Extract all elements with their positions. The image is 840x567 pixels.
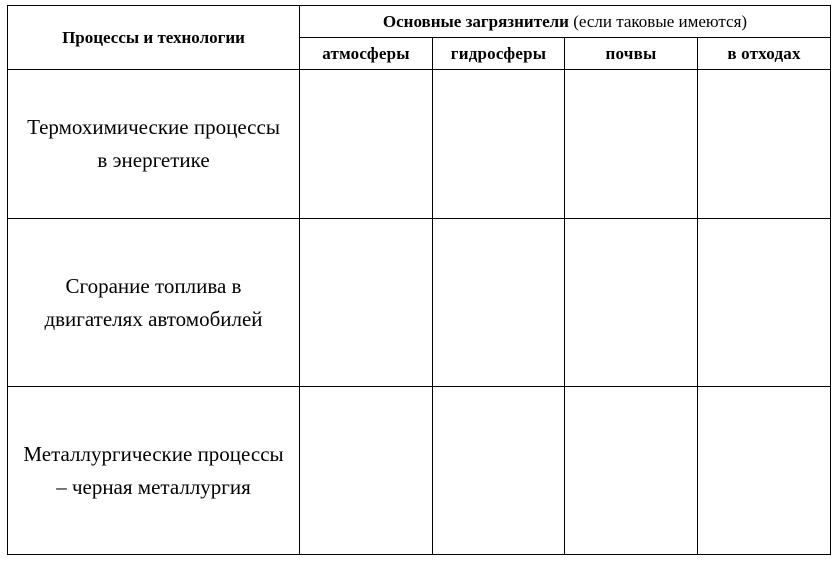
header-processes: Процессы и технологии: [8, 6, 300, 70]
subheader-soil: почвы: [565, 38, 698, 70]
row-label-line: Сгорание топлива в: [65, 273, 242, 298]
pollutants-table: [7, 5, 831, 555]
cell-waste[interactable]: [698, 219, 831, 387]
cell-waste[interactable]: [698, 387, 831, 555]
subheader-atmosphere: атмосферы: [300, 38, 433, 70]
cell-soil[interactable]: [565, 70, 698, 219]
header-main-pollutants-bold: Основные загрязнители: [382, 11, 569, 31]
row-label-thermochemical: [8, 70, 300, 219]
cell-hydrosphere[interactable]: [433, 70, 565, 219]
cell-hydrosphere[interactable]: [433, 219, 565, 387]
cell-atmosphere[interactable]: [300, 387, 433, 555]
row-label-line: Термохимические процессы: [27, 115, 280, 139]
header-main-pollutants-note: (если таковые имеются): [573, 11, 748, 31]
header-main-pollutants: [300, 6, 831, 38]
row-label-metallurgy: [8, 387, 300, 555]
cell-soil[interactable]: [565, 387, 698, 555]
cell-soil[interactable]: [565, 219, 698, 387]
table-row: [8, 219, 831, 387]
row-label-line: – черная металлургия: [56, 474, 251, 499]
row-label-line: Металлургические процессы: [23, 441, 284, 466]
row-label-line: в энергетике: [97, 148, 210, 172]
cell-waste[interactable]: [698, 70, 831, 219]
cell-atmosphere[interactable]: [300, 70, 433, 219]
table-row: [8, 70, 831, 219]
table-row: [8, 387, 831, 555]
cell-atmosphere[interactable]: [300, 219, 433, 387]
row-label-fuel-combustion: [8, 219, 300, 387]
subheader-hydrosphere: гидросферы: [433, 38, 565, 70]
cell-hydrosphere[interactable]: [433, 387, 565, 555]
subheader-waste: в отходах: [698, 38, 831, 70]
row-label-line: двигателях автомобилей: [44, 306, 263, 331]
